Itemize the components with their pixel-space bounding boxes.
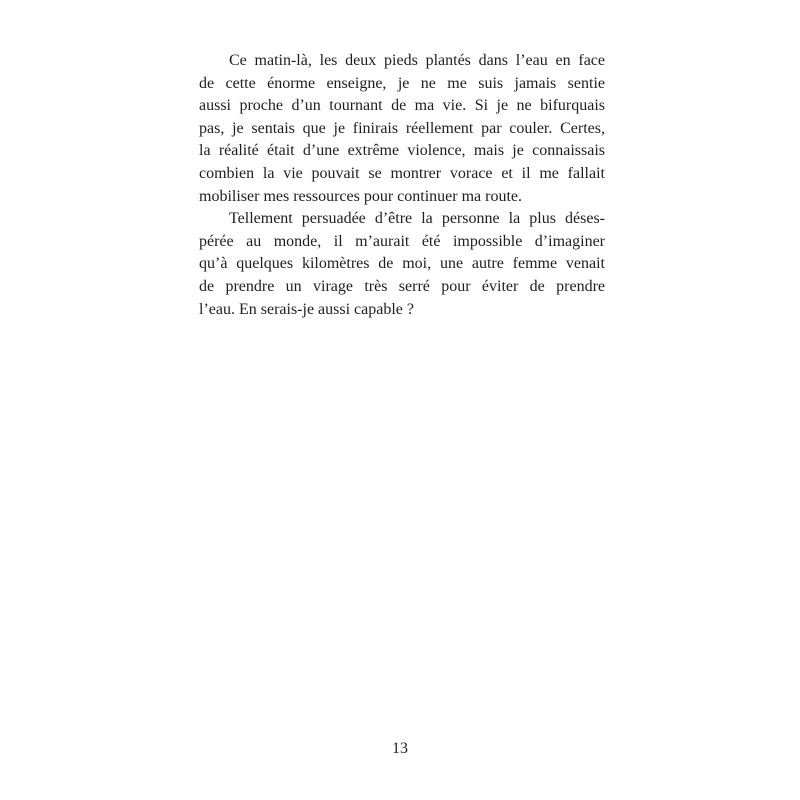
text-line: la réalité était d’une extrême violence, mais je connaissais [199,142,605,160]
paragraph-2 [199,208,605,321]
text-line: mobiliser mes ressources pour continuer ma route. [199,187,523,205]
body-text [199,50,605,321]
text-line: de cette énorme enseigne, je ne me suis jamais sentie [199,74,605,92]
text-line: pas, je sentais que je finirais réellement par couler. Certes, [199,119,605,137]
paragraph-1 [199,50,605,208]
text-line: pérée au monde, il m’aurait été impossible d’imaginer [199,232,605,250]
text-line: qu’à quelques kilomètres de moi, une autre femme venait [199,255,605,273]
text-line: combien la vie pouvait se montrer vorace et il me fallait [199,164,605,182]
text-line: aussi proche d’un tournant de ma vie. Si je ne bifurquais [199,97,605,115]
text-line: de prendre un virage très serré pour éviter de prendre [199,277,605,295]
page-number: 13 [392,740,408,757]
text-line: l’eau. En serais-je aussi capable ? [199,300,415,318]
text-line: Ce matin-là, les deux pieds plantés dans l’eau en face [229,52,605,69]
text-line: Tellement persuadée d’être la personne la plus déses- [229,210,605,228]
